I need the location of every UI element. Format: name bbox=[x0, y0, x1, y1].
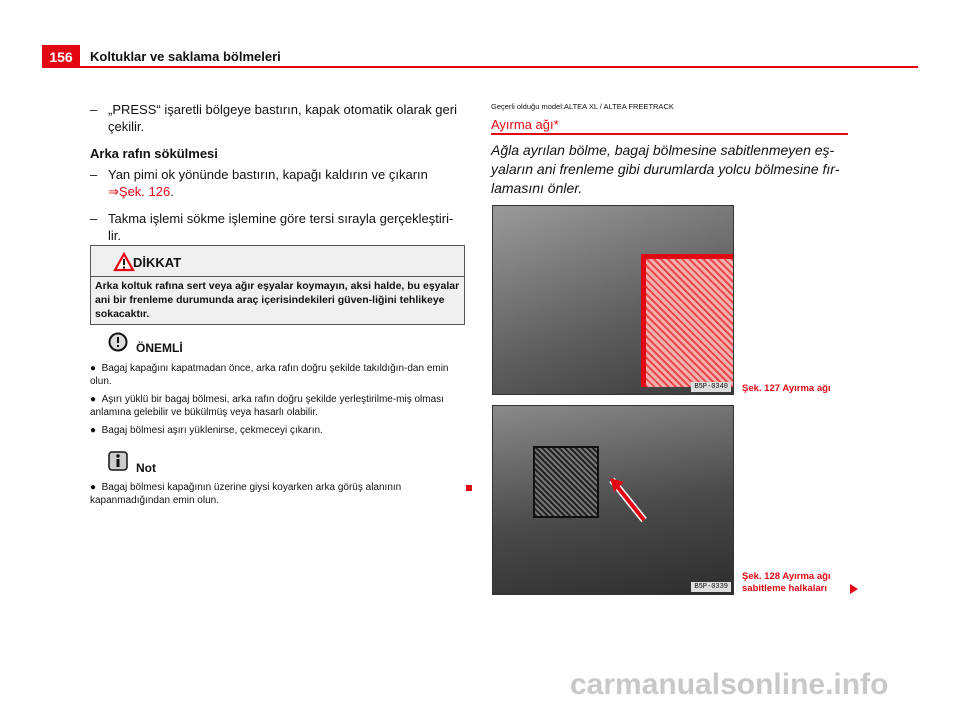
section-end-marker bbox=[466, 485, 472, 491]
page-title: Koltuklar ve saklama bölmeleri bbox=[90, 49, 281, 64]
important-item: ● Bagaj bölmesi aşırı yüklenirse, çekmeceyi çıkarın. bbox=[90, 425, 323, 436]
warning-box bbox=[90, 245, 465, 325]
figure-127-caption: Şek. 127 Ayırma ağı bbox=[742, 383, 831, 394]
warning-title: DİKKAT bbox=[133, 255, 182, 270]
step-install: – Takma işlemi sökme işlemine göre tersi sırayla gerçekleştiri-lir. bbox=[90, 211, 454, 243]
info-icon bbox=[108, 451, 128, 471]
figure-link[interactable]: ⇒Şek. 126 bbox=[108, 184, 171, 199]
figure-code: B5P-0339 bbox=[691, 582, 731, 592]
important-icon bbox=[108, 332, 128, 352]
page-number: 156 bbox=[42, 45, 80, 67]
side-net bbox=[533, 446, 599, 518]
figure-code: B5P-0340 bbox=[691, 382, 731, 392]
subheading: Arka rafın sökülmesi bbox=[90, 146, 218, 161]
figure-127-image bbox=[492, 205, 734, 395]
watermark: carmanualsonline.info bbox=[570, 668, 889, 701]
important-item: ● Bagaj kapağını kapatmadan önce, arka rafın doğru şekilde takıldığın-dan emin olun. bbox=[90, 363, 449, 387]
important-item: ● Aşırı yüklü bir bagaj bölmesi, arka rafın doğru şekilde yerleştirilme-miş olması anlamına gelebilir ve bükülmüş veya hasarlı olabilir. bbox=[90, 394, 444, 418]
intro-text: Ağla ayrılan bölme, bagaj bölmesine sabitlenmeyen eş-yaların ani frenleme gibi durumlarda yolcu bölmesine fır-lamasını önler. bbox=[491, 142, 840, 196]
model-applicability: Geçerli olduğu model:ALTEA XL / ALTEA FREETRACK bbox=[491, 102, 674, 111]
section-heading: Ayırma ağı* bbox=[491, 117, 559, 132]
heading-rule bbox=[491, 133, 848, 135]
header-rule bbox=[42, 66, 918, 68]
warning-text: Arka koltuk rafına sert veya ağır eşyalar koymayın, aksi halde, bu eşyalar ani bir frenleme durumunda araç içerisindekileri güven-liğini tehlikeye sokacaktır. bbox=[95, 280, 460, 320]
figure-128-caption: Şek. 128 Ayırma ağı sabitleme halkaları bbox=[742, 571, 831, 594]
note-title: Not bbox=[136, 461, 156, 475]
continue-arrow-icon bbox=[850, 584, 858, 594]
warning-icon bbox=[113, 252, 135, 272]
separation-net bbox=[641, 254, 734, 387]
note-item: ● Bagaj bölmesi kapağının üzerine giysi koyarken arka görüş alanının kapanmadığından emin olun. bbox=[90, 482, 402, 506]
important-title: ÖNEMLİ bbox=[136, 341, 183, 355]
arrow-icon bbox=[608, 476, 648, 526]
step-remove: – Yan pimi ok yönünde bastırın, kapağı kaldırın ve çıkarın ⇒Şek. 126. bbox=[90, 167, 428, 199]
step-press: – „PRESS“ işaretli bölgeye bastırın, kapak otomatik olarak geri çekilir. bbox=[90, 102, 457, 134]
figure-128-image bbox=[492, 405, 734, 595]
